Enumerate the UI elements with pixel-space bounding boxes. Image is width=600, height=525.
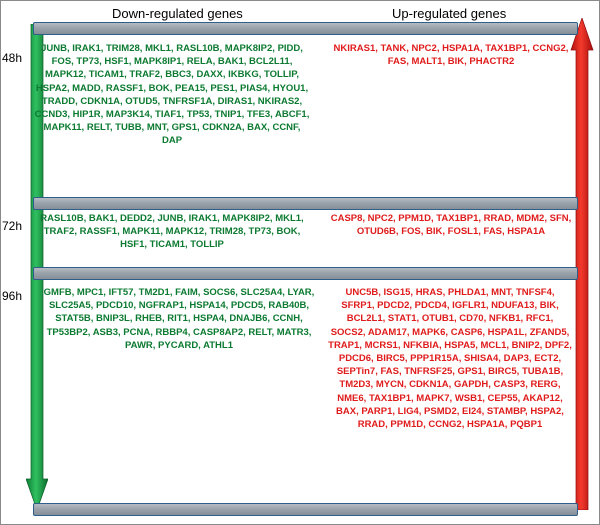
timepoint-label-96h: 96h [2,289,23,303]
timepoint-label-72h: 72h [2,219,23,233]
separator-bar-48-72 [33,197,578,210]
gene-list-72h-up: CASP8, NPC2, PPM1D, TAX1BP1, RRAD, MDM2, SFN, OTUD6B, FOS, BIK, FOSL1, FAS, HSPA1A [330,213,572,238]
separator-bar-top [33,22,578,35]
column-header-down-regulated: Down-regulated genes [112,6,243,21]
gene-list-96h-up: UNC5B, ISG15, HRAS, PHLDA1, MNT, TNFSF4, SFRP1, PDCD2, PDCD4, IGFLR1, NDUFA13, BIK, BCL2L1, STAT1, OTUB1, CD70, NFKB1, RFC1, SOCS2, ADAM17, MAPK6, CASP6, HSPA1L, ZFAND5, TRAP1, MCRS1, NFKBIA, HSPA5, MCL1, BNIP2, DPF2, PDCD6, BIRC5, PPP1R15A, SHISA4, DAP3, ECT2, SEPTin7, FAS, TNFRSF25, GPS1, BIRC5, TUBA1B, TM2D3, MYCN, CDKN1A, GAPDH, CASP3, RERG, NME6, TAX1BP1, MAPK7, WSB1, CEP55, AKAP12, BAX, PARP1, LIG4, PSMD2, EI24, STAMBP, HSPA2, RRAD, PPM1D, CCNG2, HSPA1A, PQBP1 [328,287,572,431]
column-header-up-regulated: Up-regulated genes [392,6,507,21]
separator-bar-72-96 [33,267,578,280]
timepoint-label-48h: 48h [2,51,23,65]
gene-list-48h-up: NKIRAS1, TANK, NPC2, HSPA1A, TAX1BP1, CCNG2, FAS, MALT1, BIK, PHACTR2 [333,43,569,68]
separator-bar-bottom [33,503,578,516]
gene-list-48h-down: JUNB, IRAK1, TRIM28, MKL1, RASL10B, MAPK8IP2, PIDD, FOS, TP73, HSF1, MAPK8IP1, RELA, BAK1, BCL2L11, MAPK12, TICAM1, TRAF2, BBC3, DAXX, IKBKG, TOLLIP, HSPA2, MADD, RASSF1, BOK, PEA15, PES1, PIAS4, HYOU1, TRADD, CDKN1A, OTUD5, TNFRSF1A, DIRAS1, NKIRAS2, CCND3, HIP1R, MAP3K14, TIAF1, TP53, TNIP1, TFE3, ABCF1, MAPK11, RELT, TUBB, MNT, GPS1, CDKN2A, BAX, CCNF, DAP [34,43,310,147]
gene-list-96h-down: GMFB, MPC1, IFT57, TM2D1, FAIM, SOCS6, SLC25A4, LYAR, SLC25A5, PDCD10, NGFRAP1, HSPA14, PDCD5, RAB40B, STAT5B, BNIP3L, RHEB, RIT1, HSPA4, DNAJB6, CCNH, TP53BP2, ASB3, PCNA, RBBP4, CASP8AP2, RELT, MATR3, PAWR, PYCARD, ATHL1 [43,287,315,351]
gene-list-72h-down: RASL10B, BAK1, DEDD2, JUNB, IRAK1, MAPK8IP2, MKL1, TRAF2, RASSF1, MAPK11, MAPK12, TRIM28, TP73, BOK, HSF1, TICAM1, TOLLIP [40,213,304,251]
up-arrow-icon [570,18,594,510]
